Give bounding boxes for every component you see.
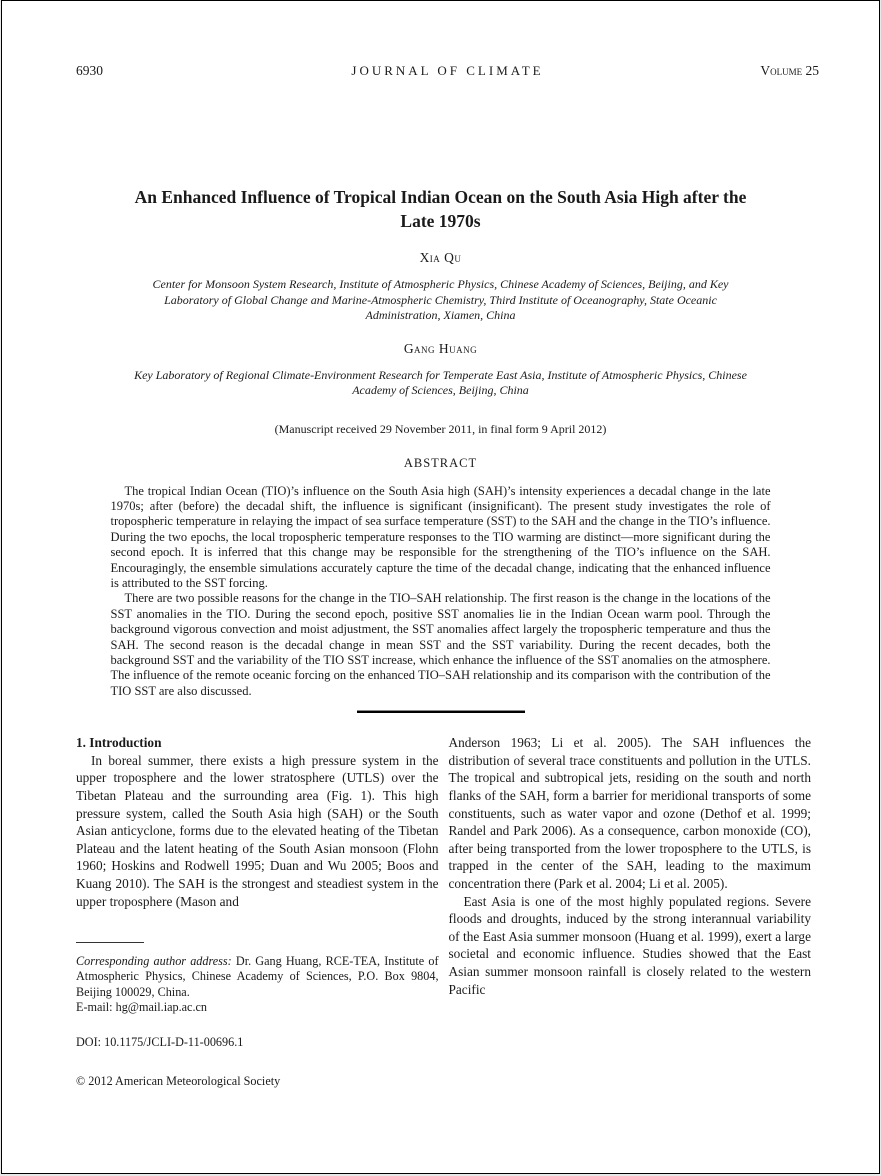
intro-paragraph-left: In boreal summer, there exists a high pressure system in the upper troposphere and the lower stratosphere (UTLS) over the Tibetan Plateau and the surrounding area (Fig. 1). This high pressure system, called the South Asia high (SAH) or the South Asian anticyclone, forms due to the elevated heating of the Tibetan Plateau and the latent heating of the South Asian monsoon (Flohn 1960; Hoskins and Rodwell 1995; Duan and Wu 2005; Boos and Kuang 2010). The SAH is the strongest and steadiest system in the upper troposphere (Mason and: [76, 752, 439, 909]
abstract-paragraph-2: There are two possible reasons for the change in the TIO–SAH relationship. The first reason is the change in the locations of the SST anomalies in the TIO. During the second epoch, positive SST anomalies lie in the Indian Ocean warm pool. Through the background vigorous convection and moist adjustment, the SST anomalies affect largely the tropospheric temperature and thus the SAH. The second reason is the decadal change in mean SST and the SST variability. During the recent decades, both the background SST and the variability of the TIO SST increase, which enhance the influence of the SST anomalies on the atmosphere. The influence of the remote oceanic forcing on the enhanced TIO–SAH relationship and its comparison with the contribution of the TIO SST are also discussed.: [110, 591, 771, 698]
affiliation-2: Key Laboratory of Regional Climate-Environment Research for Temperate East Asia, Institute of Atmospheric Physics, Chinese Academy of Sciences, Beijing, China: [134, 367, 747, 397]
body-columns: [76, 734, 811, 1090]
email-line: E-mail: hg@mail.iap.ac.cn: [76, 1000, 208, 1015]
running-head: [76, 63, 819, 79]
journal-title: JOURNAL OF CLIMATE: [351, 63, 544, 78]
section-divider-rule: [357, 710, 525, 713]
left-column: [76, 734, 439, 1090]
footnote-rule: [76, 942, 144, 943]
journal-page: [1, 0, 880, 1174]
intro-paragraph-right-1: Anderson 1963; Li et al. 2005). The SAH influences the distribution of several trace constituents and pollution in the UTLS. The tropical and subtropical jets, residing on the south and north flanks of the SAH, form a barrier for meridional transports of some constituents, such as water vapor and ozone (Dethof et al. 1999; Randel and Park 2006). As a consequence, carbon monoxide (CO), after being transported from the lower troposphere to the UTLS, is trapped in the center of the SAH, leading to the maximum concentration there (Park et al. 2004; Li et al. 2005).: [448, 735, 811, 891]
intro-paragraph-right-2: East Asia is one of the most highly populated regions. Severe floods and droughts, induced by the strong interannual variability of the East Asia summer monsoon (Huang et al. 1999), exert a large societal and economic influence. Studies showed that the East Asian summer monsoon rainfall is closely related to the western Pacific: [448, 893, 811, 997]
right-column: [449, 734, 812, 1090]
author-name-1: Xia Qu: [419, 250, 462, 265]
correspondence-footnote: [76, 954, 439, 1015]
section-1-heading: 1. Introduction: [76, 735, 162, 751]
doi-line: DOI: 10.1175/JCLI-D-11-00696.1: [76, 1035, 244, 1050]
copyright-line: © 2012 American Meteorological Society: [76, 1073, 281, 1088]
abstract-heading: ABSTRACT: [403, 455, 478, 470]
correspondence-text: Dr. Gang Huang, RCE-TEA, Institute of Atmospheric Physics, Chinese Academy of Sciences, P.O. Box 9804, Beijing 100029, China.: [76, 954, 439, 999]
volume-label: Volume 25: [760, 63, 819, 78]
article-title: An Enhanced Influence of Tropical Indian Ocean on the South Asia High after the Late 1970s: [134, 187, 747, 231]
abstract: [111, 484, 771, 700]
page-number: 6930: [76, 63, 103, 78]
affiliation-1: Center for Monsoon System Research, Institute of Atmospheric Physics, Chinese Academy of Sciences, Beijing, and Key Laboratory of Global Change and Marine-Atmospheric Chemistry, Third Institute of Oceanography, State Oceanic Administration, Xiamen, China: [152, 277, 729, 322]
author-name-2: Gang Huang: [403, 340, 478, 356]
title-block: [129, 185, 753, 233]
manuscript-note: (Manuscript received 29 November 2011, in final form 9 April 2012): [274, 421, 607, 436]
abstract-paragraph-1: The tropical Indian Ocean (TIO)’s influence on the South Asia high (SAH)’s intensity experiences a decadal change in the late 1970s; after (before) the decadal shift, the influence is significant (insignificant). The present study investigates the role of tropospheric temperature in relaying the impact of sea surface temperature (SST) to the SAH and the change in the TIO’s influence. During the two epochs, the local tropospheric temperature responses to the TIO warming are distinct—more significant during the second epoch. It is inferred that this change may be responsible for the strengthening of the TIO’s influence on the SAH. Encouragingly, the ensemble simulations accurately capture the time of the decadal change, indicating that the enhanced influence is attributed to the SST forcing.: [110, 483, 771, 590]
correspondence-label: Corresponding author address:: [76, 954, 232, 969]
